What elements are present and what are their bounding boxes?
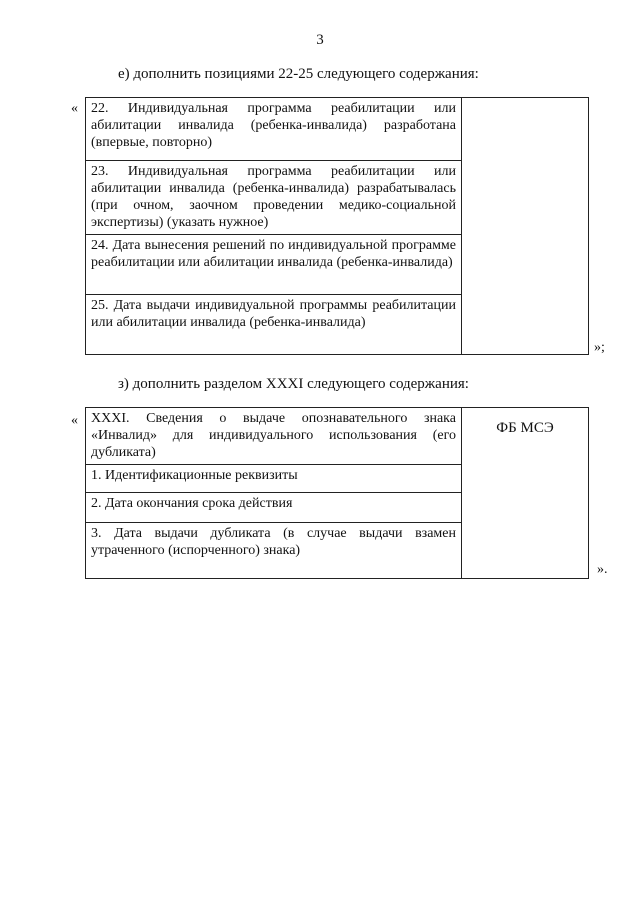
position-22-cell: 22. Индивидуальная программа реабилитации или абилитации инвалида (ребенка-инвалида) разработана (впервые, повторно) (86, 98, 462, 161)
table-row (86, 408, 589, 465)
position-23-cell: 23. Индивидуальная программа реабилитации или абилитации инвалида (ребенка-инвалида) разрабатывалась (при очном, заочном проведении медико-социальной экспертизы) (указать нужное) (86, 161, 462, 235)
page-number: 3 (316, 32, 324, 48)
section-z-heading: з) дополнить разделом XXXI следующего содержания: (118, 376, 469, 392)
position-24-cell: 24. Дата вынесения решений по индивидуальной программе реабилитации или абилитации инвалида (ребенка-инвалида) (86, 235, 462, 295)
section-e-heading: е) дополнить позициями 22-25 следующего содержания: (118, 66, 479, 82)
positions-table (85, 97, 589, 355)
section-e-close-quote: »; (594, 340, 605, 355)
positions-value-cell (462, 98, 589, 355)
section-xxxi-title-cell: XXXI. Сведения о выдаче опознавательного знака «Инвалид» для индивидуального использования (его дубликата) (86, 408, 462, 465)
section-z-open-quote: « (71, 413, 78, 428)
responsible-org-cell: ФБ МСЭ (462, 408, 589, 579)
duplicate-issue-date-cell: 3. Дата выдачи дубликата (в случае выдачи взамен утраченного (испорченного) знака) (86, 523, 462, 579)
table-row (86, 98, 589, 161)
section-e-open-quote: « (71, 101, 78, 116)
position-25-cell: 25. Дата выдачи индивидуальной программы реабилитации или абилитации инвалида (ребенка-инвалида) (86, 295, 462, 355)
expiry-date-cell: 2. Дата окончания срока действия (86, 493, 462, 523)
section-xxxi-table (85, 407, 589, 579)
section-z-close-quote: ». (597, 562, 608, 577)
identification-details-cell: 1. Идентификационные реквизиты (86, 465, 462, 493)
